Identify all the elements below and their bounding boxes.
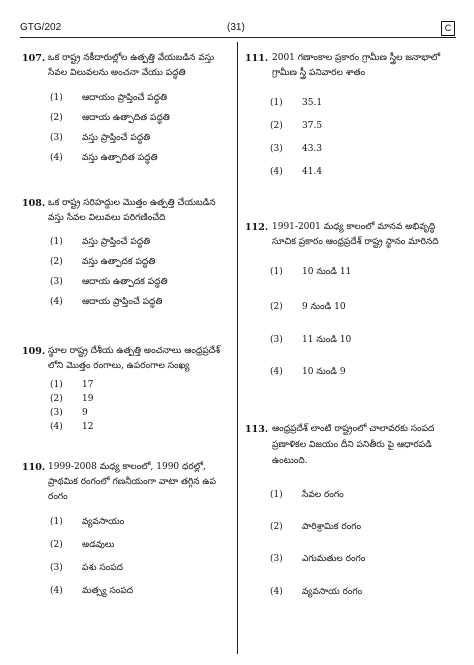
q109-option-3: (3) 9 [50,408,88,418]
q108-option-2: (2) వస్తు ఉత్పాదక పద్ధతి [50,257,156,267]
q111-option-3: (3) 43.3 [270,144,323,154]
q109-option-4: (4) 12 [50,422,94,432]
q109-text-1: స్థూల రాష్ట్ర దేశీయ ఉత్పత్తి అంచనాలు ఆంధ్రప్రదేశ్ [48,346,221,356]
q110-option-1: (1) వ్యవసాయం [50,517,125,527]
column-divider [237,42,238,654]
q112-option-2: (2) 9 నుండి 10 [270,302,346,312]
q111-option-4: (4) 41.4 [270,167,323,177]
q112-option-3: (3) 11 నుండి 10 [270,335,352,345]
q112-text-1: 1991-2001 మధ్య కాలంలో మానవ అభివృద్ధి [272,222,436,232]
q113-option-2: (2) పారిశ్రామిక రంగం [270,522,362,532]
q107-option-1: (1) ఆదాయం ప్రాప్తించే పద్ధతి [50,93,167,103]
q112-number: 112. [245,222,269,233]
q107-option-2: (2) ఆదాయ ఉత్పాదిత పద్ధతి [50,113,170,123]
q113-option-1: (1) సేవల రంగం [270,490,344,500]
q107-text-2: సేవల విలువలను అంచనా వేయు పద్ధతి [48,68,186,78]
q113-option-4: (4) వ్యవసాయ రంగం [270,587,363,597]
q109-option-2: (2) 19 [50,394,94,404]
q110-text-1: 1999-2008 మధ్య కాలంలో, 1990 ధరల్లో, [48,462,206,472]
q109-number: 109. [22,346,46,357]
q108-text-1: ఒక రాష్ట్ర సరిహద్దుల మొత్తం ఉత్పత్తి చేయబడిన [48,198,216,208]
q111-option-2: (2) 37.5 [270,121,323,131]
q111-option-1: (1) 35.1 [270,98,323,108]
q108-option-3: (3) ఆదాయ ఉత్పాదక పద్ధతి [50,277,168,287]
q109-option-1: (1) 17 [50,380,94,390]
q107-option-3: (3) వస్తు ప్రాప్తించే పద్ధతి [50,133,151,143]
q111-text-1: 2001 గణాంకాల ప్రకారం గ్రామీణ స్త్రీల జనాభాలో [272,53,441,63]
q113-text-2: ప్రణాళికల విజయం దీని పనితీరు పై ఆధారపడి [272,440,432,450]
q107-option-4: (4) వస్తు ఉత్పాదిత పద్ధతి [50,153,158,163]
q110-option-4: (4) మత్స్య సంపద [50,586,134,596]
q108-option-4: (4) ఆదాయ ప్రాప్తించే పద్ధతి [50,297,163,307]
q113-number: 113. [245,424,269,435]
q109-text-2: లోని మొత్తం రంగాలు, ఉపరంగాల సంఖ్య [48,361,190,371]
header-rule [20,37,456,38]
q111-number: 111. [245,53,269,64]
q108-text-2: వస్తు సేవల విలువలు పరిగణించేది [48,213,166,223]
q110-text-3: రంగం [48,492,68,502]
q112-text-2: సూచిక ప్రకారం ఆంధ్రప్రదేశ్ రాష్ట్ర స్థానం మారినది [272,237,439,247]
q112-option-4: (4) 10 నుండి 9 [270,367,346,377]
q110-option-3: (3) పశు సంపద [50,563,123,573]
q112-option-1: (1) 10 నుండి 11 [270,267,352,277]
q110-text-2: ప్రాథమిక రంగంలో గణనీయంగా వాటా తగ్గిన ఉప [48,477,216,487]
set-badge: C [441,21,455,36]
q107-number: 107. [22,53,46,64]
q108-option-1: (1) వస్తు ప్రాప్తించే పద్ధతి [50,237,151,247]
paper-code: GTG/202 [20,22,62,33]
page-number: (31) [227,22,245,33]
q111-text-2: గ్రామీణ స్త్రీ పనివారల శాతం [272,68,366,78]
q113-text-1: ఆంధ్రప్రదేశ్ లాంటి రాష్ట్రంలో చాలావరకు సంపద [272,424,435,434]
q108-number: 108. [22,198,46,209]
q110-number: 110. [22,462,46,473]
q113-text-3: ఉంటుంది. [272,456,308,466]
q107-text-1: ఒక రాష్ట్ర నకీదారుల్లోల ఉత్పత్తి వేయబడిన వస్తు [48,53,215,63]
q110-option-2: (2) అడవులు [50,540,115,550]
q113-option-3: (3) ఎగుమతుల రంగం [270,554,366,564]
